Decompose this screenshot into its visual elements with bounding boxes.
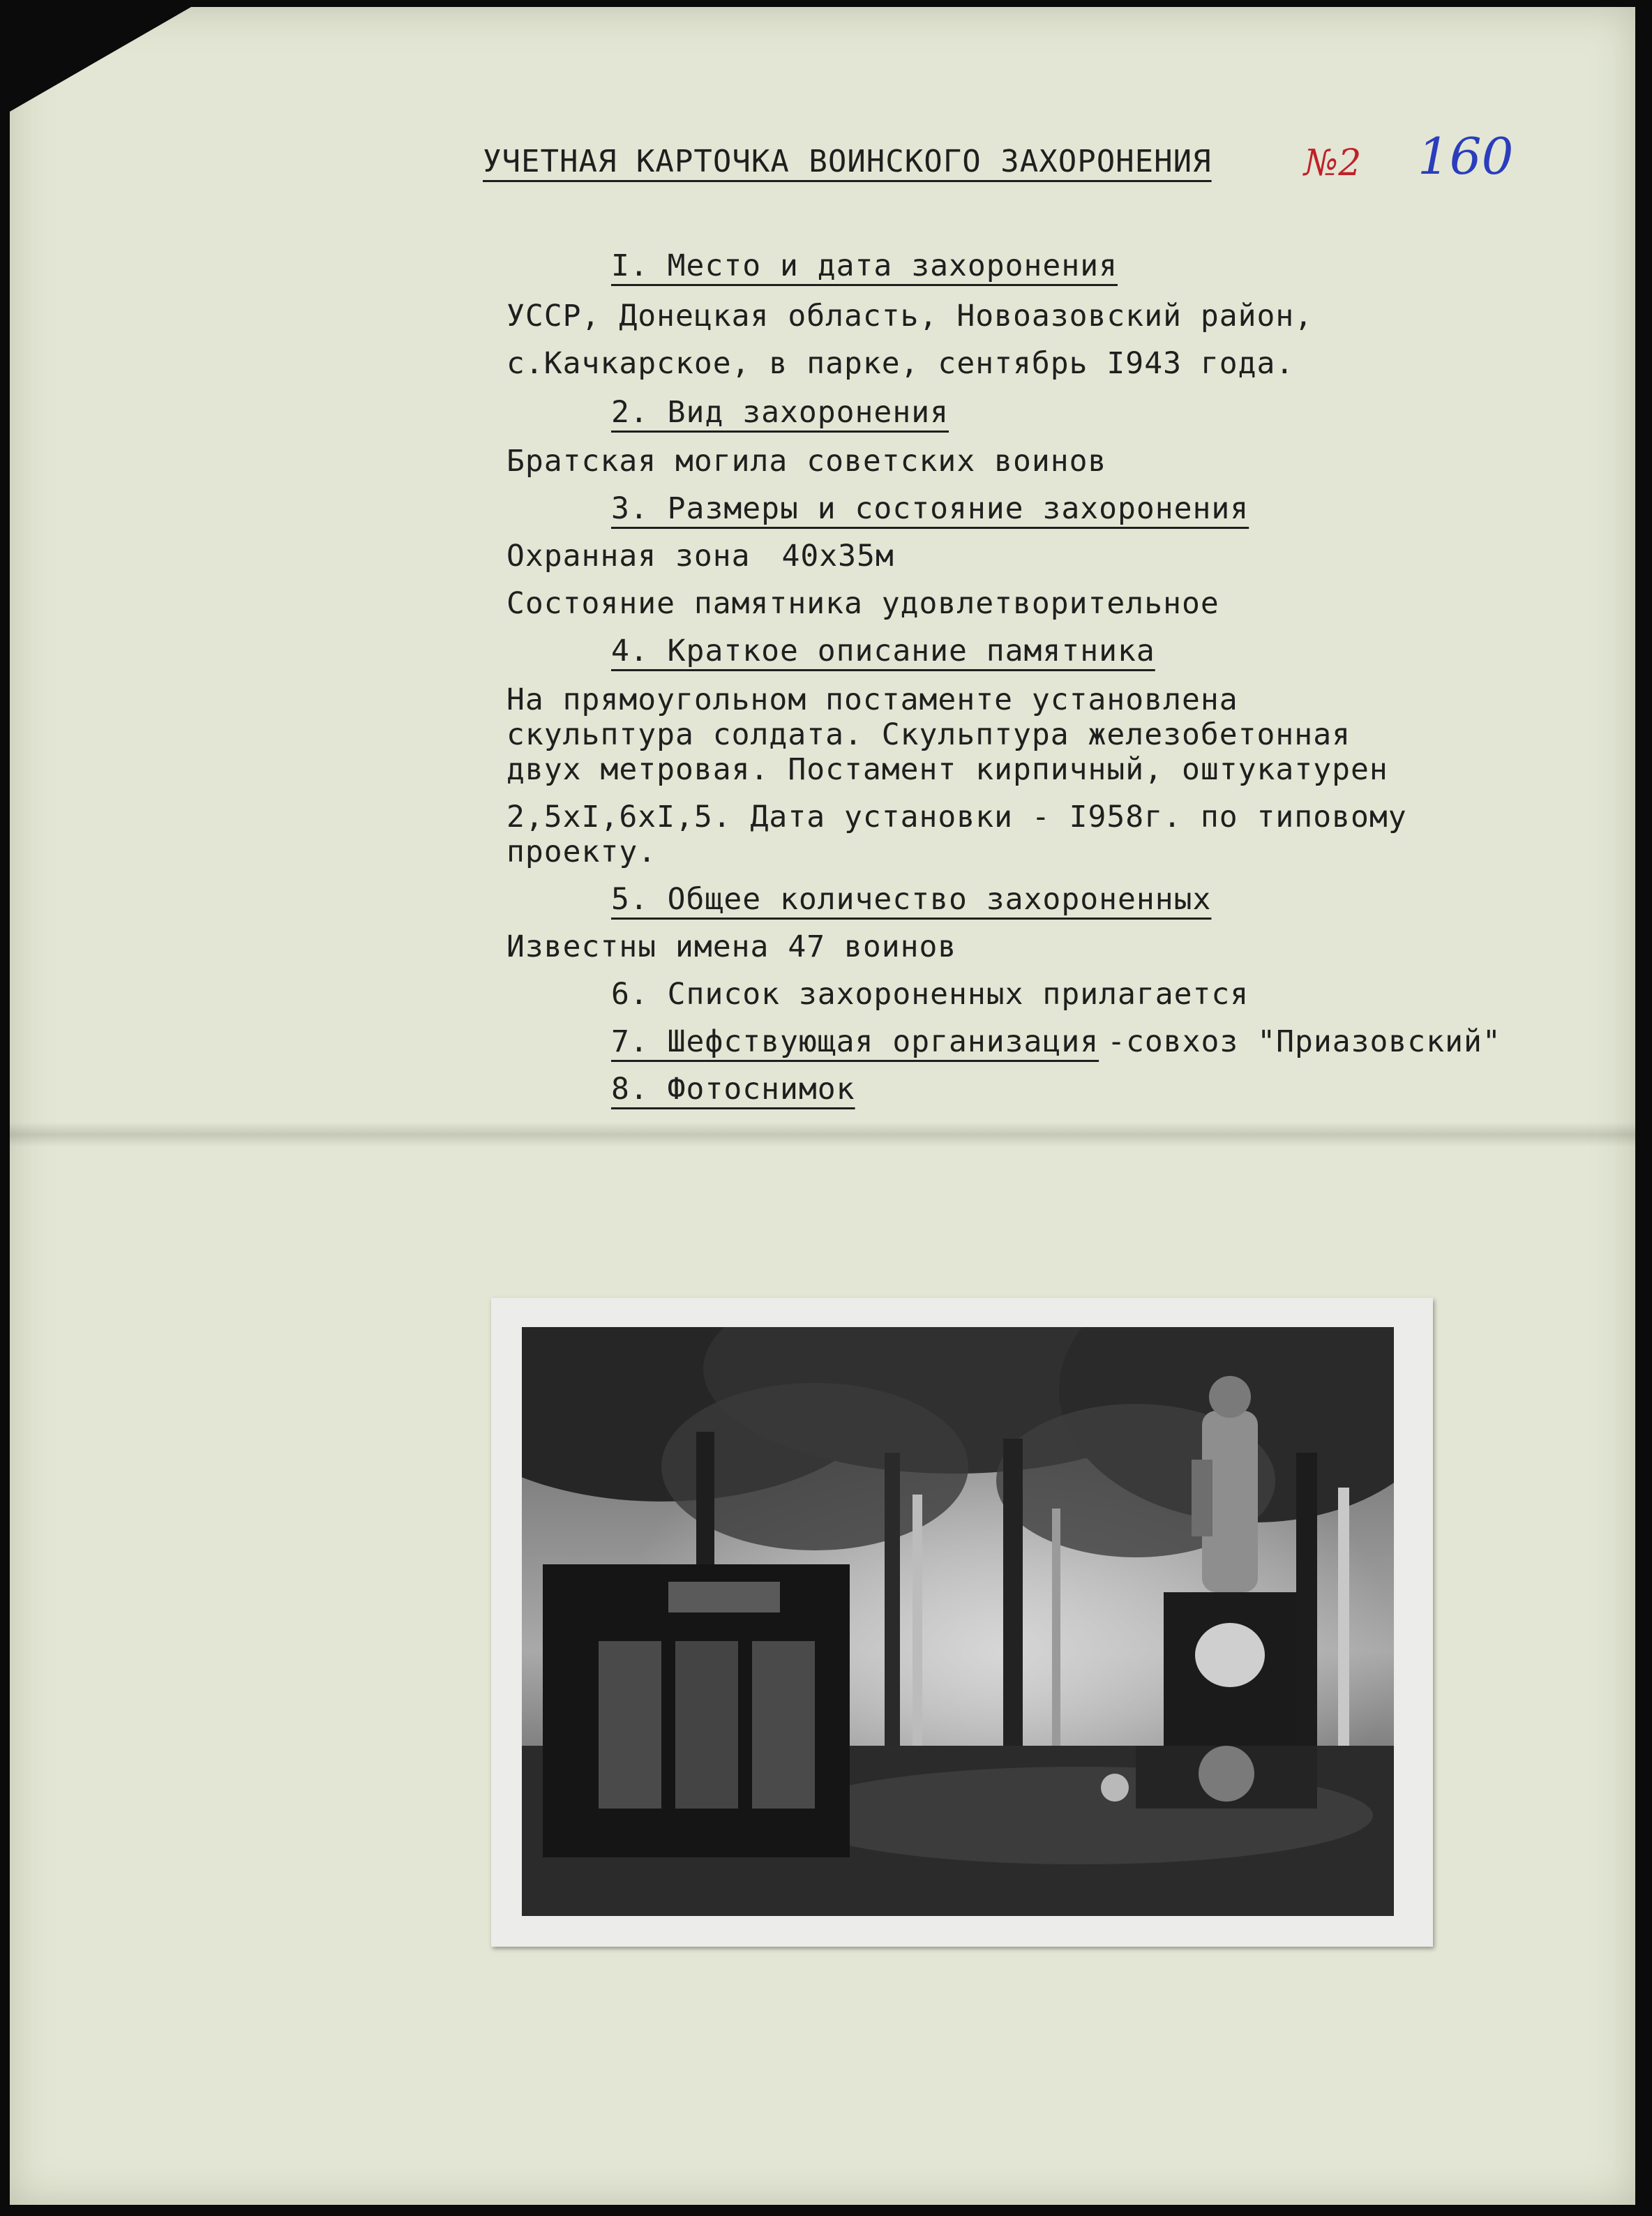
section-1-line-1: УССР, Донецкая область, Новоазовский район, (506, 299, 1314, 334)
section-4-line-3: двух метровая. Постамент кирпичный, оштукатурен (506, 752, 1388, 787)
protection-zone-value: 40х35м (781, 539, 894, 574)
photo-frame (491, 1298, 1433, 1947)
card-number: 160 (1418, 127, 1514, 186)
section-5-line-1: Известны имена 47 воинов (506, 929, 957, 964)
paper-fold (10, 1122, 1635, 1147)
section-7-line (611, 1024, 1501, 1059)
section-2-line-1: Братская могила советских воинов (506, 444, 1107, 479)
section-8-heading: 8. Фотоснимок (611, 1072, 855, 1107)
section-3-line-2: Состояние памятника удовлетворительное (506, 586, 1219, 621)
section-7-heading: 7. Шефствующая организация (611, 1024, 1099, 1059)
section-3-heading: 3. Размеры и состояние захоронения (611, 491, 1249, 526)
protection-zone-label: Охранная зона (506, 539, 751, 574)
section-1-line-2: с.Качкарское, в парке, сентябрь I943 года. (506, 346, 1295, 381)
section-3-line-1 (506, 539, 894, 574)
torn-corner (10, 7, 191, 112)
card-title: УЧЕТНАЯ КАРТОЧКА ВОИНСКОГО ЗАХОРОНЕНИЯ (483, 144, 1212, 179)
section-5-heading: 5. Общее количество захороненных (611, 882, 1212, 917)
section-4-line-5: проекту. (506, 834, 657, 869)
card-number-prefix (1304, 142, 1362, 184)
section-1-heading: I. Место и дата захоронения (611, 248, 1118, 283)
monument-photo (522, 1327, 1394, 1916)
number-suffix: 2 (1338, 142, 1362, 184)
section-2-heading: 2. Вид захоронения (611, 395, 949, 430)
number-sign: № (1304, 142, 1339, 184)
archive-card-sheet (10, 7, 1635, 2205)
section-4-heading: 4. Краткое описание памятника (611, 634, 1155, 668)
monument-photo-image (522, 1327, 1394, 1916)
section-6-line: 6. Список захороненных прилагается (611, 977, 1249, 1012)
section-4-line-2: скульптура солдата. Скульптура железобетонная (506, 717, 1351, 752)
section-4-line-1: На прямоугольном постаменте установлена (506, 682, 1238, 717)
section-7-value: -совхоз "Приазовский" (1107, 1024, 1501, 1059)
section-4-line-4: 2,5хI,6хI,5. Дата установки - I958г. по типовому (506, 800, 1407, 834)
